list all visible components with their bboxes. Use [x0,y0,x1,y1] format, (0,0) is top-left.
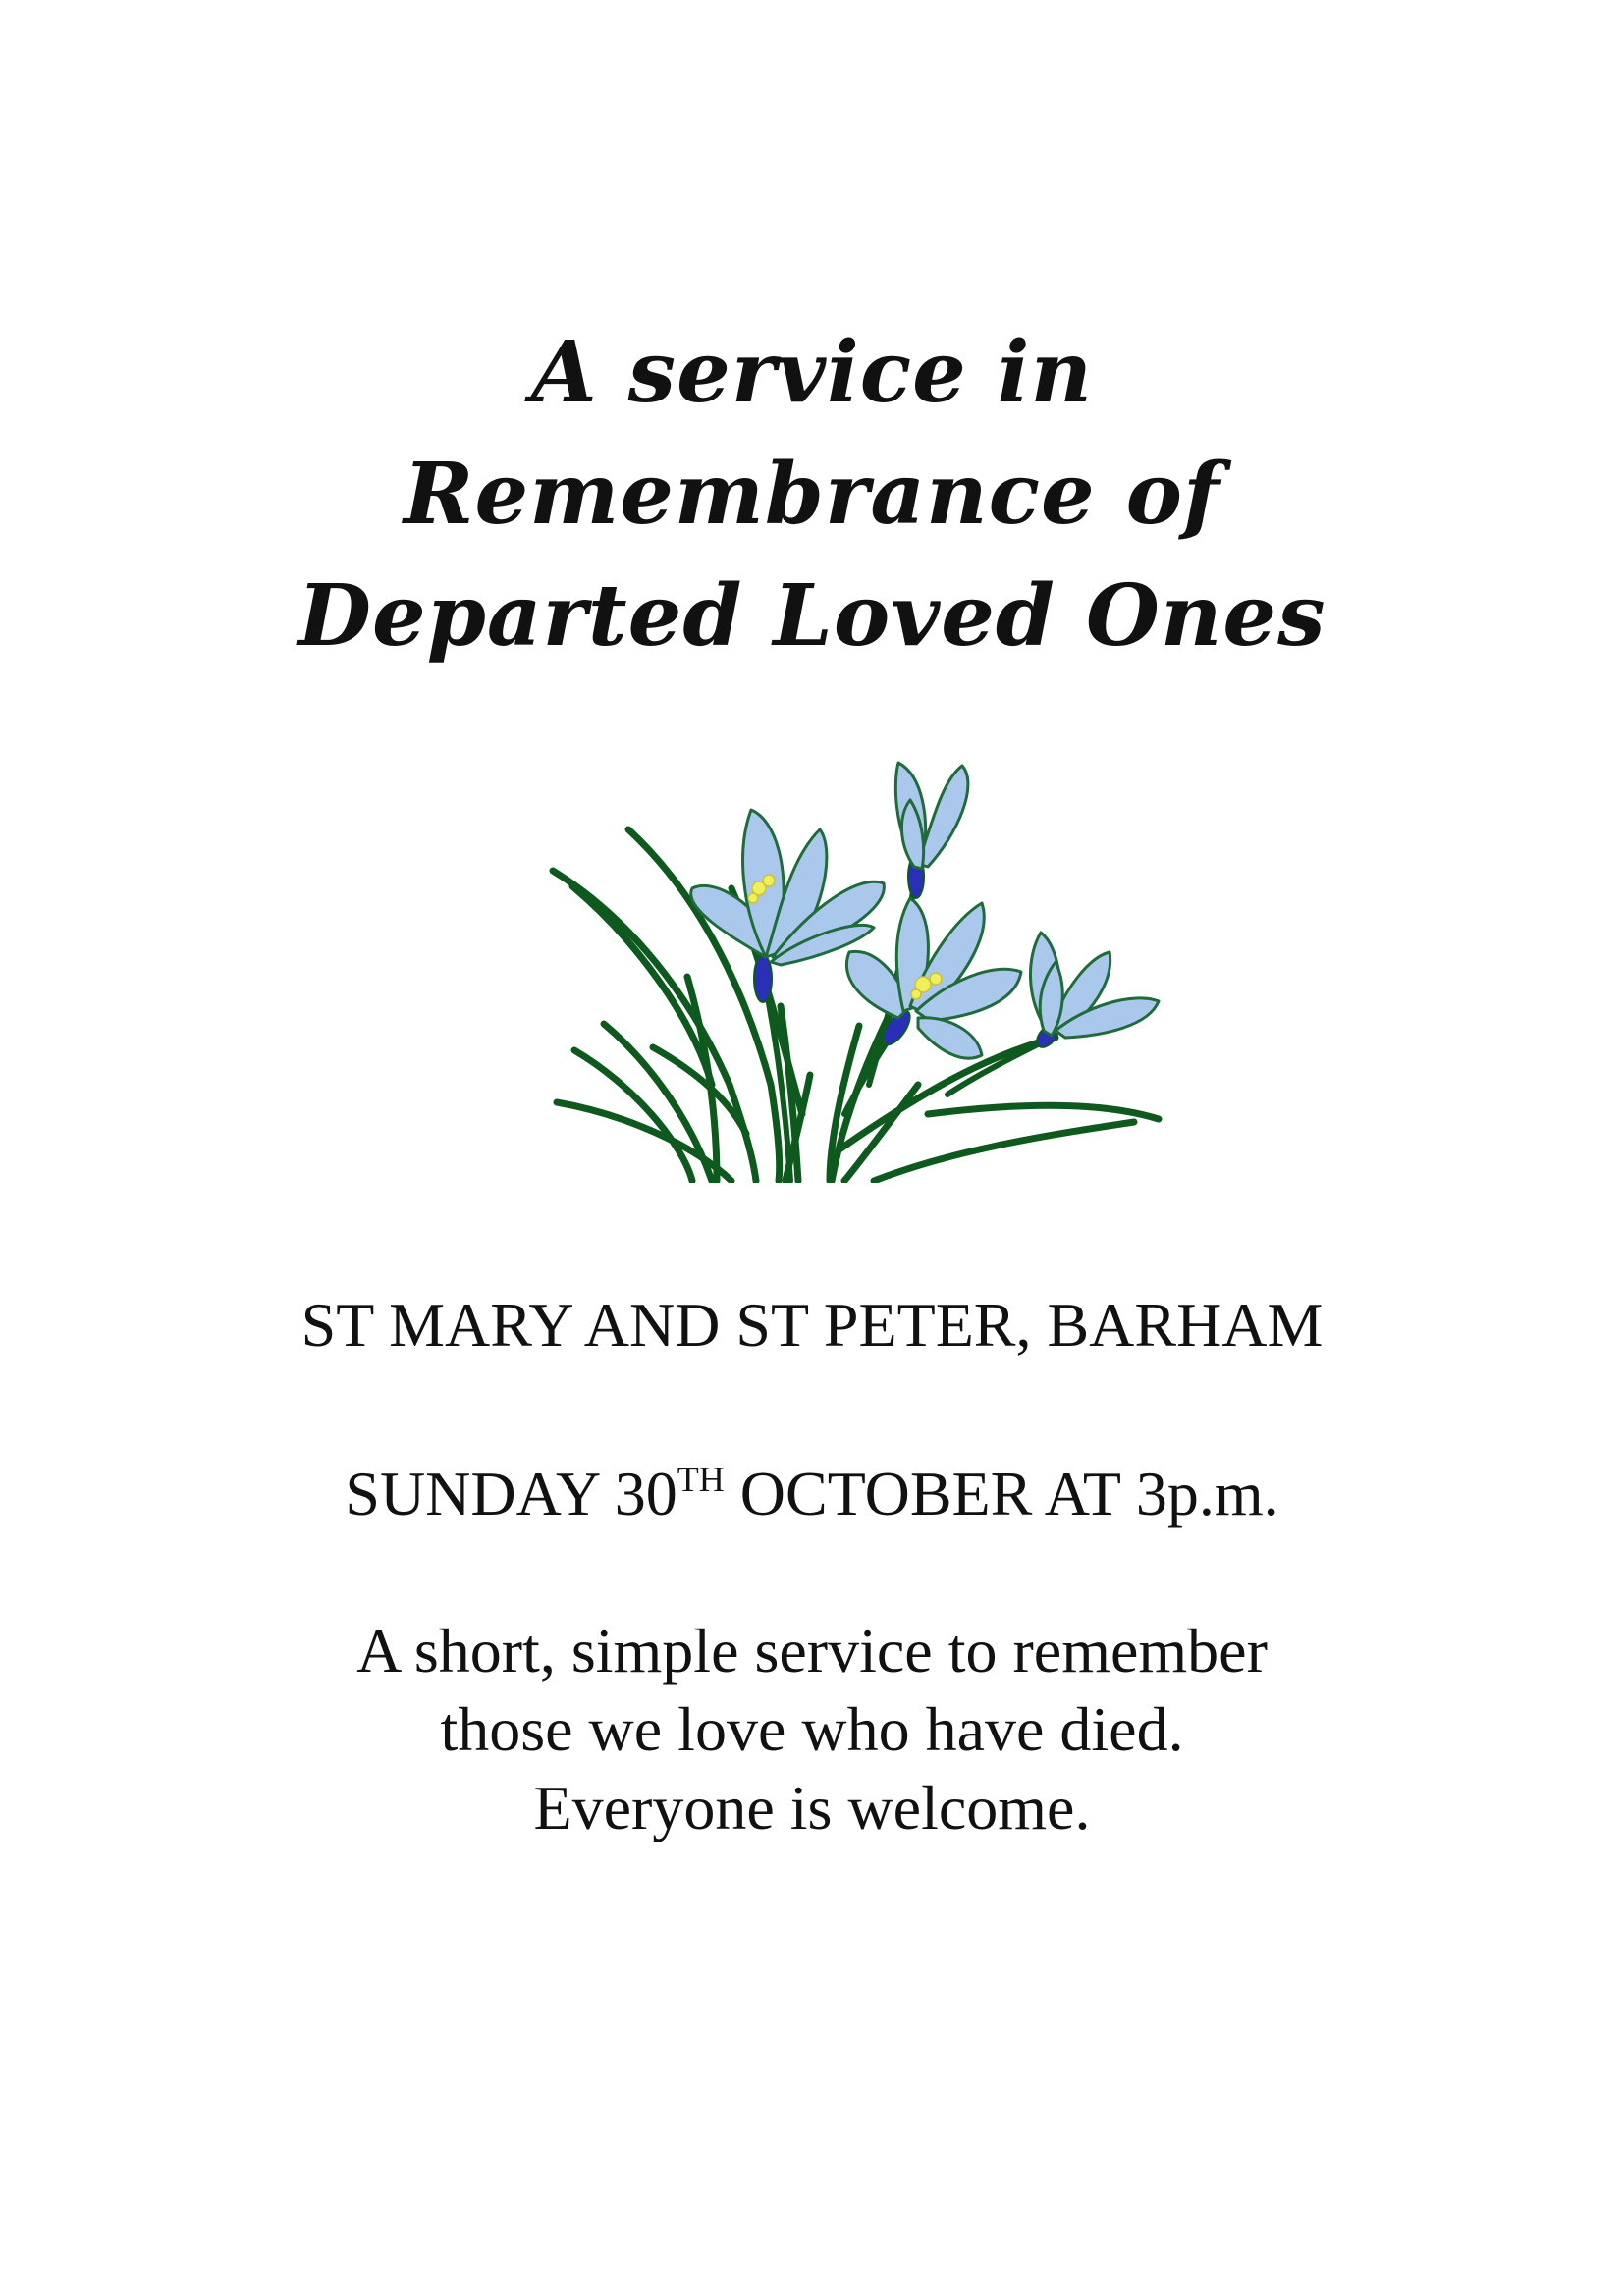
crocus-flowers-icon [545,761,1173,1183]
service-description [0,1612,1624,1847]
title-line-1: A service in [531,323,1093,422]
title-line-3: Departed Loved Ones [298,566,1326,666]
description-line-3: Everyone is welcome. [533,1773,1091,1842]
date-suffix: OCTOBER AT 3p.m. [724,1459,1279,1528]
service-date [0,1455,1624,1533]
date-ordinal: TH [677,1460,725,1499]
service-title [0,312,1624,677]
venue-name: ST MARY AND ST PETER, BARHAM [300,1290,1324,1360]
description-line-2: those we love who have died. [440,1694,1184,1764]
description-line-1: A short, simple service to remember [356,1616,1268,1685]
title-line-2: Remembrance of [404,445,1220,544]
date-prefix: SUNDAY 30 [345,1459,677,1528]
